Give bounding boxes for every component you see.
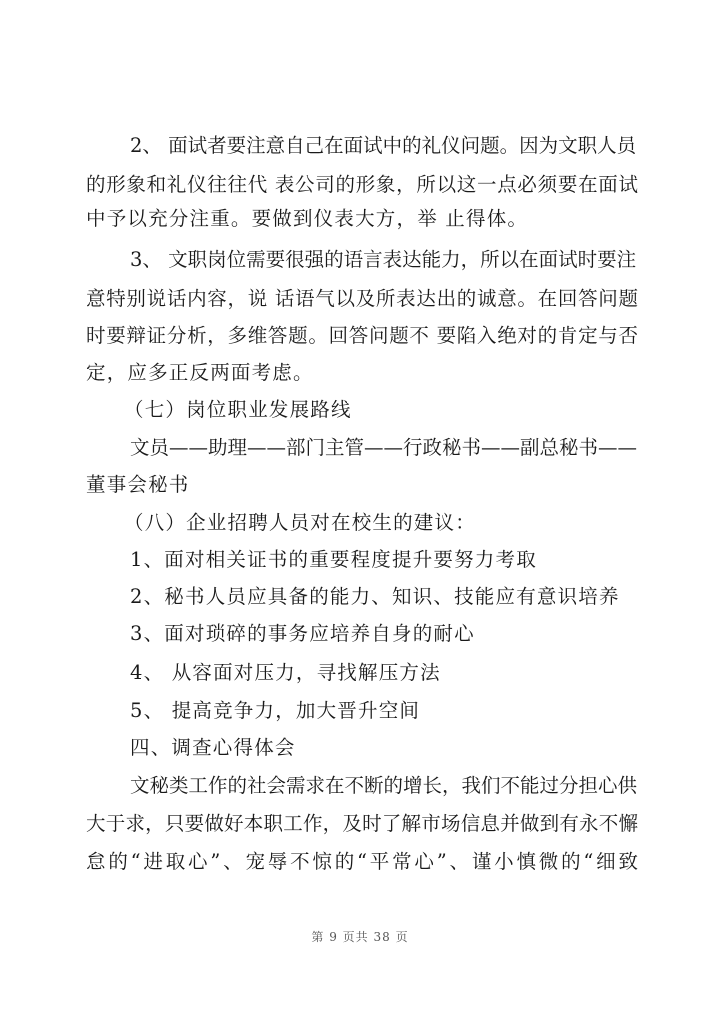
paragraph-line: 文员——助理——部门主管——行政秘书——副总秘书—— — [130, 436, 638, 459]
list-item: 2、秘书人员应具备的能力、知识、技能应有意识培养 — [130, 585, 620, 608]
paragraph-line: 怠的“进取心”、宠辱不惊的“平常心”、谨小慎微的“细致 — [86, 850, 638, 873]
section-heading: （八）企业招聘人员对在校生的建议： — [124, 511, 476, 534]
paragraph-line: 意特别说话内容，说 话语气以及所表达出的诚意。在回答问题 — [86, 287, 638, 310]
page-number-footer: 第 9 页共 38 页 — [311, 930, 409, 944]
paragraph-line: 2、 面试者要注意自己在面试中的礼仪问题。因为文职人员 — [130, 134, 637, 157]
list-item: 5、 提高竞争力，加大晋升空间 — [130, 699, 421, 722]
list-item: 1、面对相关证书的重要程度提升要努力考取 — [130, 548, 537, 571]
paragraph-line: 大于求，只要做好本职工作，及时了解市场信息并做到有永不懈 — [86, 812, 638, 835]
paragraph-line: 的形象和礼仪往往代 表公司的形象，所以这一点必须要在面试 — [86, 173, 638, 196]
paragraph-line: 时要辩证分析，多维答题。回答问题不 要陷入绝对的肯定与否 — [86, 324, 638, 347]
paragraph-line: 中予以充分注重。要做到仪表大方，举 止得体。 — [86, 207, 529, 230]
section-heading: 四、调查心得体会 — [130, 736, 296, 759]
paragraph-line: 定，应多正反两面考虑。 — [86, 361, 314, 384]
paragraph-line: 3、 文职岗位需要很强的语言表达能力，所以在面试时要注 — [130, 248, 637, 271]
paragraph-line: 文秘类工作的社会需求在不断的增长，我们不能过分担心供 — [130, 774, 638, 797]
list-item: 4、 从容面对压力，寻找解压方法 — [130, 661, 441, 684]
section-heading: （七）岗位职业发展路线 — [124, 398, 352, 421]
list-item: 3、面对琐碎的事务应培养自身的耐心 — [130, 622, 475, 645]
paragraph-line: 董事会秘书 — [86, 473, 190, 496]
